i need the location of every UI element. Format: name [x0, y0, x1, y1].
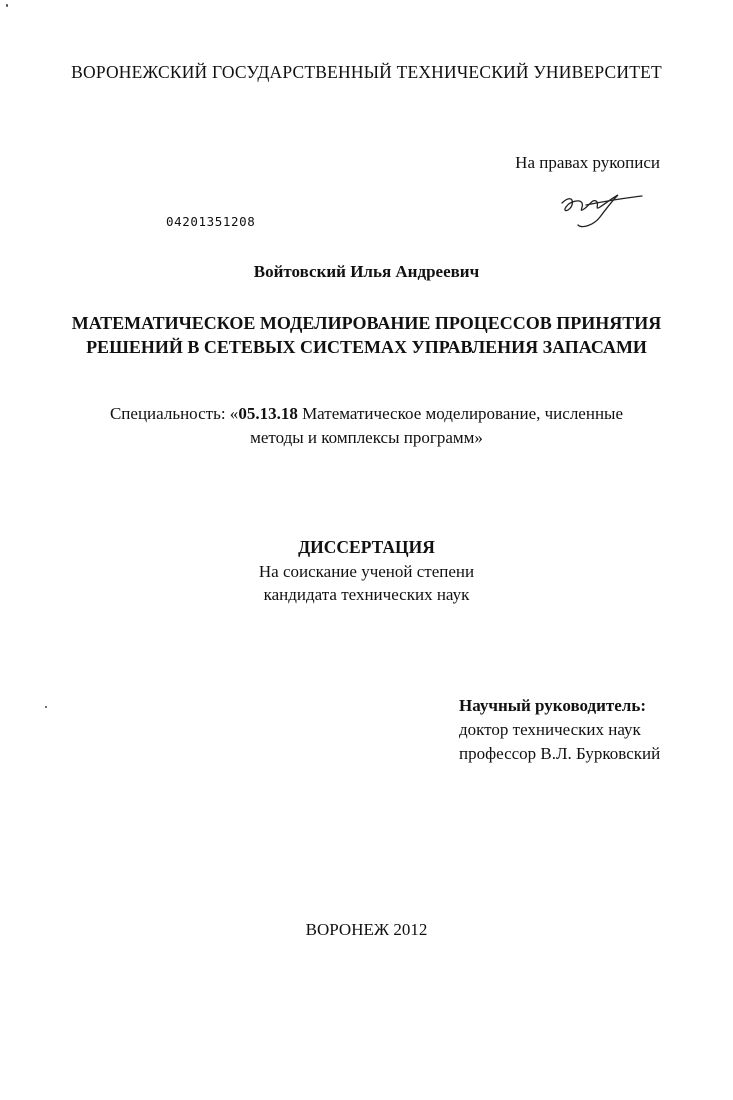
title-line: РЕШЕНИЙ В СЕТЕВЫХ СИСТЕМАХ УПРАВЛЕНИЯ ЗАПАСАМИ: [86, 337, 647, 357]
scan-speck: [6, 4, 8, 7]
degree-line: кандидата технических наук: [263, 585, 470, 604]
signature-icon: [556, 187, 646, 231]
supervisor-block: [459, 694, 719, 766]
degree-sought: [0, 560, 733, 606]
specialty-line-1: [0, 402, 733, 426]
supervisor-heading: Научный руководитель:: [459, 696, 646, 715]
university-name: ВОРОНЕЖСКИЙ ГОСУДАРСТВЕННЫЙ ТЕХНИЧЕСКИЙ УНИВЕРСИТЕТ: [71, 62, 662, 82]
dissertation-title: [0, 311, 733, 359]
rights-note: На правах рукописи: [515, 153, 660, 172]
city-year: ВОРОНЕЖ 2012: [305, 920, 428, 939]
supervisor-degree: доктор технических наук: [459, 720, 641, 739]
title-line: МАТЕМАТИЧЕСКОЕ МОДЕЛИРОВАНИЕ ПРОЦЕССОВ ПРИНЯТИЯ: [71, 313, 662, 333]
supervisor-name: профессор В.Л. Бурковский: [459, 744, 661, 763]
specialty-line-2: методы и комплексы программ»: [250, 428, 483, 447]
work-type: ДИССЕРТАЦИЯ: [298, 537, 435, 557]
degree-line: На соискание ученой степени: [258, 562, 475, 581]
specialty-code: 05.13.18: [238, 404, 298, 423]
catalog-number: 04201351208: [166, 214, 256, 229]
specialty-prefix: Специальность: «: [109, 404, 239, 423]
specialty-name: Математическое моделирование, численные: [297, 404, 624, 423]
scan-speck: [45, 706, 47, 708]
author-name: Войтовский Илья Андреевич: [253, 262, 480, 281]
specialty: [0, 402, 733, 450]
